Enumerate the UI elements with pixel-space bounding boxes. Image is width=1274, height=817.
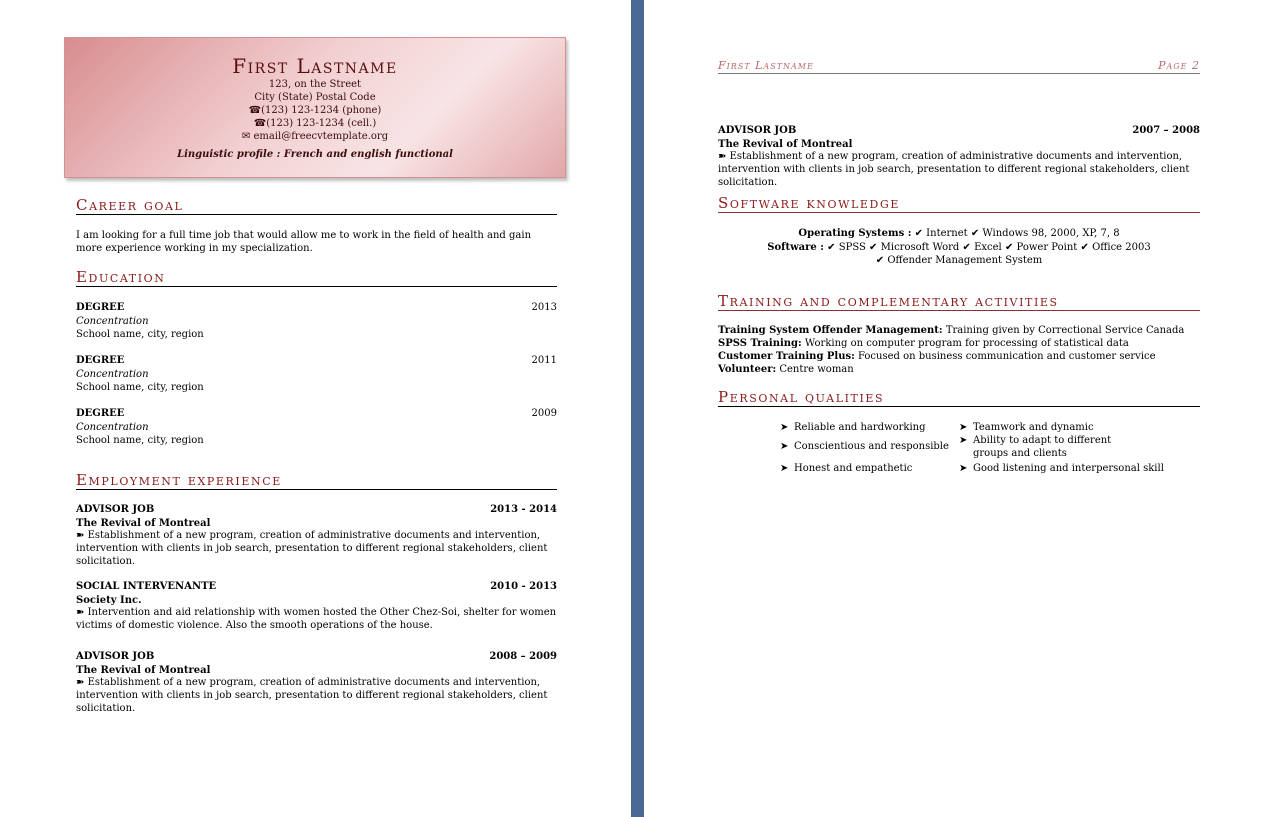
quality-text: Teamwork and dynamic xyxy=(973,422,1094,433)
job-description-text: Establishment of a new program, creation of administrative documents and intervention, intervention with clients in job search, presentation to different regional stakeholders, client solicitation. xyxy=(76,530,548,567)
check-icon: ✔ xyxy=(1080,242,1089,253)
email-address: email@freecvtemplate.org xyxy=(253,131,389,142)
job-description-text: Intervention and aid relationship with women hosted the Other Chez-Soi, shelter for women victims of domestic violence. Also the smooth operations of the house. xyxy=(76,607,557,631)
career-goal-heading: Career goal xyxy=(76,196,184,214)
arrow-bullet-icon: ➽ xyxy=(718,151,730,162)
section-divider xyxy=(718,212,1200,213)
degree-year: 2011 xyxy=(531,355,557,366)
check-icon: ✔ xyxy=(869,242,878,253)
check-icon: ✔ xyxy=(962,242,971,253)
job-title: SOCIAL INTERVENANTE xyxy=(76,581,217,592)
job-description-text: Establishment of a new program, creation of administrative documents and intervention, intervention with clients in job search, presentation to different regional stakeholders, client solicitation. xyxy=(718,151,1190,188)
section-divider xyxy=(718,310,1200,311)
quality-item xyxy=(780,440,949,453)
software-item: Microsoft Word xyxy=(880,242,960,253)
employment-heading: Employment experience xyxy=(76,471,282,489)
education-item xyxy=(76,407,557,449)
degree-concentration: Concentration xyxy=(76,369,149,380)
job-title: ADVISOR JOB xyxy=(718,125,797,136)
city-postal: City (State) Postal Code xyxy=(254,92,376,103)
software-item: Power Point xyxy=(1016,242,1078,253)
degree-title: DEGREE xyxy=(76,408,125,419)
job-title: ADVISOR JOB xyxy=(76,651,155,662)
employer-name: The Revival of Montreal xyxy=(76,518,211,529)
employment-item xyxy=(718,124,1200,188)
arrowhead-bullet-icon: ➤ xyxy=(780,441,789,452)
check-icon: ✔ xyxy=(970,228,980,239)
job-description-text: Establishment of a new program, creation of administrative documents and intervention, intervention with clients in job search, presentation to different regional stakeholders, client solicitation. xyxy=(76,677,548,714)
check-icon: ✔ xyxy=(914,228,923,239)
section-divider xyxy=(718,406,1200,407)
software-item: Offender Management System xyxy=(887,255,1043,266)
os-label: Operating Systems : xyxy=(798,228,912,239)
employer-name: Society Inc. xyxy=(76,595,142,606)
training-item xyxy=(718,363,854,376)
software-extra-line xyxy=(718,254,1200,267)
resume-page-2 xyxy=(644,0,1274,817)
arrowhead-bullet-icon: ➤ xyxy=(780,463,789,474)
school-name: School name, city, region xyxy=(76,329,204,340)
job-dates: 2008 – 2009 xyxy=(489,651,557,662)
envelope-icon: ✉ xyxy=(241,131,251,142)
training-label: Customer Training Plus: xyxy=(718,351,855,362)
os-line xyxy=(718,227,1200,240)
section-divider xyxy=(76,214,557,215)
job-dates: 2010 - 2013 xyxy=(490,581,557,592)
email-line xyxy=(65,130,565,143)
job-dates: 2013 - 2014 xyxy=(490,504,557,515)
quality-item xyxy=(959,434,1145,460)
training-text: Centre woman xyxy=(779,364,854,375)
cell-number: (123) 123-1234 (cell.) xyxy=(266,118,377,129)
software-line xyxy=(718,241,1200,254)
running-header-name: First Lastname xyxy=(718,59,814,72)
employment-item xyxy=(76,503,557,567)
software-item: Excel xyxy=(974,242,1002,253)
phone-icon: ☎ xyxy=(253,118,267,129)
degree-year: 2013 xyxy=(531,302,557,313)
job-description xyxy=(76,606,557,632)
job-dates: 2007 – 2008 xyxy=(1132,125,1200,136)
training-item xyxy=(718,350,1156,363)
arrowhead-bullet-icon: ➤ xyxy=(959,463,968,474)
job-description xyxy=(76,676,557,715)
section-divider xyxy=(76,286,557,287)
training-item xyxy=(718,324,1184,337)
career-goal-text: I am looking for a full time job that would allow me to work in the field of health and gain more experience working in my specialization. xyxy=(76,230,532,254)
training-label: Volunteer: xyxy=(718,364,777,375)
training-heading: Training and complementary activities xyxy=(718,292,1059,310)
quality-text: Honest and empathetic xyxy=(794,463,913,474)
contact-header-box xyxy=(64,37,566,178)
software-label: Software : xyxy=(767,242,824,253)
quality-item xyxy=(780,421,926,434)
section-divider xyxy=(76,489,557,490)
education-heading: Education xyxy=(76,268,166,286)
check-icon: ✔ xyxy=(1004,242,1014,253)
training-text: Training given by Correctional Service Canada xyxy=(945,325,1185,336)
quality-item xyxy=(959,421,1094,434)
degree-title: DEGREE xyxy=(76,355,125,366)
arrow-bullet-icon: ➽ xyxy=(76,677,88,688)
quality-text: Reliable and hardworking xyxy=(794,422,926,433)
quality-text: Good listening and interpersonal skill xyxy=(973,463,1164,474)
job-description xyxy=(718,150,1200,189)
education-item xyxy=(76,354,557,396)
training-label: Training System Offender Management: xyxy=(718,325,943,336)
phone-line xyxy=(65,104,565,117)
linguistic-profile: Linguistic profile : French and english functional xyxy=(177,149,453,160)
candidate-name: First Lastname xyxy=(232,54,398,78)
arrow-bullet-icon: ➽ xyxy=(76,607,88,618)
qualities-heading: Personal qualities xyxy=(718,388,885,406)
cell-line xyxy=(65,117,565,130)
school-name: School name, city, region xyxy=(76,382,204,393)
training-label: SPSS Training: xyxy=(718,338,802,349)
street-address: 123, on the Street xyxy=(268,79,362,90)
running-header-page: Page 2 xyxy=(1158,59,1200,72)
quality-text: Ability to adapt to different groups and clients xyxy=(973,435,1112,459)
running-header-rule xyxy=(718,73,1200,74)
software-item: SPSS xyxy=(838,242,866,253)
software-item: Office 2003 xyxy=(1092,242,1151,253)
job-title: ADVISOR JOB xyxy=(76,504,155,515)
check-icon: ✔ xyxy=(827,242,836,253)
os-item: Internet xyxy=(926,228,968,239)
training-item xyxy=(718,337,1129,350)
job-description xyxy=(76,529,557,568)
employer-name: The Revival of Montreal xyxy=(76,665,211,676)
degree-concentration: Concentration xyxy=(76,316,149,327)
arrow-bullet-icon: ➽ xyxy=(76,530,88,541)
phone-icon: ☎ xyxy=(248,105,262,116)
quality-item xyxy=(959,462,1164,475)
arrowhead-bullet-icon: ➤ xyxy=(780,422,789,433)
degree-concentration: Concentration xyxy=(76,422,149,433)
employment-item xyxy=(76,580,557,640)
quality-text: Conscientious and responsible xyxy=(794,441,949,452)
arrowhead-bullet-icon: ➤ xyxy=(959,435,968,446)
degree-year: 2009 xyxy=(531,408,557,419)
check-icon: ✔ xyxy=(875,255,885,266)
degree-title: DEGREE xyxy=(76,302,125,313)
resume-page-1 xyxy=(0,0,631,817)
quality-item xyxy=(780,462,912,475)
education-item xyxy=(76,301,557,343)
software-heading: Software knowledge xyxy=(718,194,900,212)
training-text: Focused on business communication and customer service xyxy=(858,351,1156,362)
employer-name: The Revival of Montreal xyxy=(718,139,853,150)
school-name: School name, city, region xyxy=(76,435,204,446)
os-item: Windows 98, 2000, XP, 7, 8 xyxy=(982,228,1120,239)
arrowhead-bullet-icon: ➤ xyxy=(959,422,968,433)
employment-item xyxy=(76,650,557,714)
phone-number: (123) 123-1234 (phone) xyxy=(261,105,382,116)
training-text: Working on computer program for processing of statistical data xyxy=(804,338,1129,349)
